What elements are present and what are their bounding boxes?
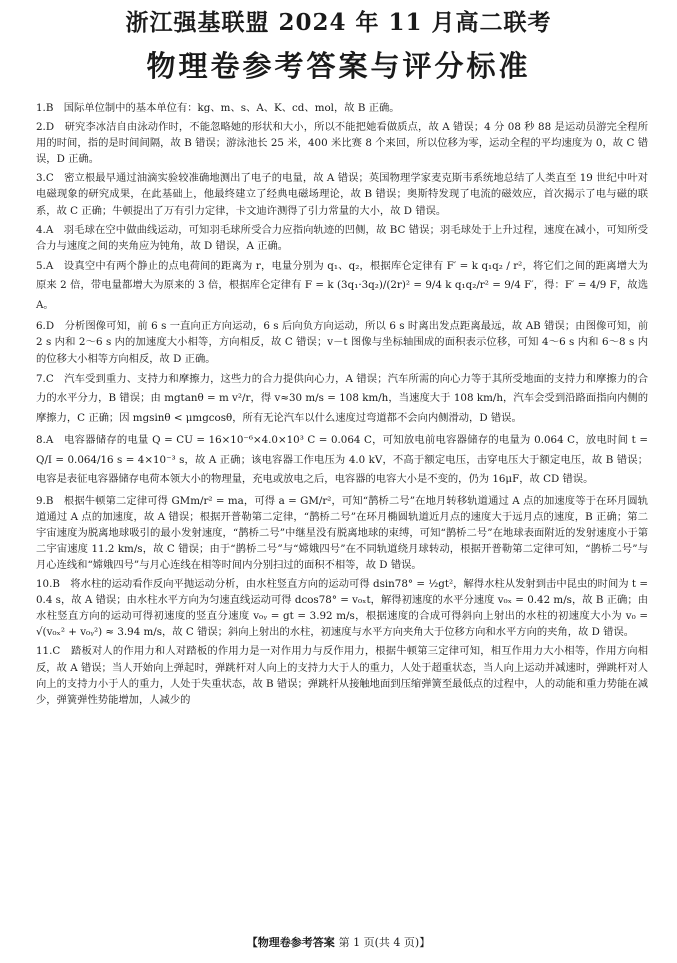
answer-item-7: 7.C 汽车受到重力、支持力和摩擦力，这些力的合力提供向心力，A 错误；汽车所需的向心力等于其所受地面的支持力和摩擦力的合力的水平分力，B 错误；由 mgtanθ = m v²/r，得 v≈30 m/s = 108 km/h，当速度大于 108 km/h，汽车会受到沿路面指向内侧的摩擦力，C 正确；因 mgsinθ < μmgcosθ，所有无论汽车以什么速度过弯道都不会向内侧滑动，D 错误。 <box>36 372 648 424</box>
answer-item-9: 9.B 根据牛顿第二定律可得 GMm/r² = ma，可得 a = GM/r²，可知“鹊桥二号”在地月转移轨道通过 A 点的加速度等于在环月圆轨道通过 A 点的加速度，故 A 错误；根据开普勒第二定律，“鹊桥二号”在环月椭圆轨道近月点的速度大于远月点的速度，B 正确；第二宇宙速度为脱离地球吸引的最小发射速度，“鹊桥二号”中继星没有脱离地球的束缚，可知“鹊桥二号”在地球表面附近的发射速度小于第二宇宙速度 11.2 km/s，故 C 错误；由于“鹊桥二号”与“嫦娥四号”在不同轨道绕月球转动，根据开普勒第二定律可知，“鹊桥二号”与月心连线和“嫦娥四号”与月心连线在相等时间内分别扫过的面积不相等，故 D 错误。 <box>36 494 648 571</box>
answer-item-11: 11.C 踏板对人的作用力和人对踏板的作用力是一对作用力与反作用力，根据牛顿第三定律可知，相互作用力大小相等，作用方向相反，故 A 错误；当人开始向上弹起时，弹跳杆对人向上的支持力大于人的重力，人处于超重状态，当人向上运动并减速时，弹跳杆对人向上的支持力小于人的重力，人处于失重状态，故 B 错误；弹跳杆从接触地面到压缩弹簧至最低点的过程中，人的动能和重力势能在减少，弹簧弹性势能增加，人减少的 <box>36 645 648 706</box>
answer-item-2: 2.D 研究李冰洁自由泳动作时，不能忽略她的形状和大小，所以不能把她看做质点，故 A 错误；4 分 08 秒 88 是运动员游完全程所用的时间，指的是时间间隔，故 B 错误；游泳池长 25 米，400 米比赛 8 个来回，所以位移为零，运动全程的平均速度为 0，故 C 错误，D 正确。 <box>36 121 648 166</box>
exam-title: 浙江强基联盟 2024 年 11 月高二联考 <box>125 9 552 36</box>
answer-item-10: 10.B 将水柱的运动看作反向平抛运动分析，由水柱竖直方向的运动可得 dsin78° = ½gt²，解得水柱从发射到击中昆虫的时间为 t = 0.4 s，故 A 错误；由水柱水平方向为匀速直线运动可得 dcos78° = v₀ₓt，解得初速度的水平分速度 v₀ₓ = 0.42 m/s，故 B 正确；由水柱竖直方向的运动可得初速度的竖直分速度 v₀ᵧ = gt = 3.92 m/s，根据速度的合成可得斜向上射出的水柱的初速度大小为 v₀ = √(v₀ₓ² + v₀ᵧ²) ≈ 3.94 m/s，故 C 错误；斜向上射出的水柱，初速度与水平方向夹角大于位移方向和水平方向的夹角，故 D 错误。 <box>36 578 648 639</box>
answer-item-5: 5.A 设真空中有两个静止的点电荷间的距离为 r，电量分别为 q₁、q₂，根据库仑定律有 F′ = k q₁q₂ / r²，将它们之间的距离增大为原来 2 倍，带电量都增大为原来的 3 倍，根据库仑定律有 F = k (3q₁·3q₂)/(2r)² = 9/4 k q₁q₂/r² = 9/4 F′，得：F′ = 4/9 F，故选 A。 <box>36 259 648 311</box>
answer-item-3: 3.C 密立根最早通过油滴实验较准确地测出了电子的电量，故 A 错误；英国物理学家麦克斯韦系统地总结了人类直至 19 世纪中叶对电磁现象的研究成果，在此基础上，他最终建立了经典电磁场理论，故 B 错误；奥斯特发现了电流的磁效应，首次揭示了电与磁的联系，故 C 正确；牛顿提出了万有引力定律，卡文迪许测得了引力常量的大小，故 D 错误。 <box>36 172 648 217</box>
document-subtitle: 物理卷参考答案与评分标准 <box>146 49 531 83</box>
footer-label: 【物理卷参考答案 <box>246 936 335 949</box>
answer-item-4: 4.A 羽毛球在空中做曲线运动，可知羽毛球所受合力应指向轨迹的凹侧，故 BC 错误；羽毛球处于上升过程，速度在减小，可知所受合力与速度之间的夹角应为钝角，故 D 错误，A 正确。 <box>36 223 648 252</box>
answer-item-1: 1.B 国际单位制中的基本单位有：kg、m、s、A、K、cd、mol，故 B 正确。 <box>36 102 400 114</box>
footer-page-number: 第 1 页(共 4 页)】 <box>338 936 431 949</box>
answer-item-6: 6.D 分析图像可知，前 6 s 一直向正方向运动，6 s 后向负方向运动，所以 6 s 时离出发点距离最远，故 AB 错误；由图像可知，前 2 s 内和 2～6 s 内的加速度大小相等，方向相反，故 C 错误；v－t 图像与坐标轴围成的面积表示位移，可知 4～6 s 内和 6～8 s 内的位移大小相等方向相反，故 D 正确。 <box>36 320 648 365</box>
page-footer <box>0 934 677 950</box>
answer-item-8: 8.A 电容器储存的电量 Q = CU = 16×10⁻⁶×4.0×10³ C = 0.064 C，可知放电前电容器储存的电量为 0.064 C，放电时间 t = Q/I = 0.064/16 s = 4×10⁻³ s，故 A 正确；该电容器工作电压为 4.0 kV，不高于额定电压，击穿电压大于额定电压，故 B 错误；电容是表征电容器储存电荷本领大小的物理量，充电或放电之后，电容器的电容大小是不变的，仍为 16μF，故 CD 错误。 <box>36 434 648 486</box>
answers-list <box>36 100 648 711</box>
